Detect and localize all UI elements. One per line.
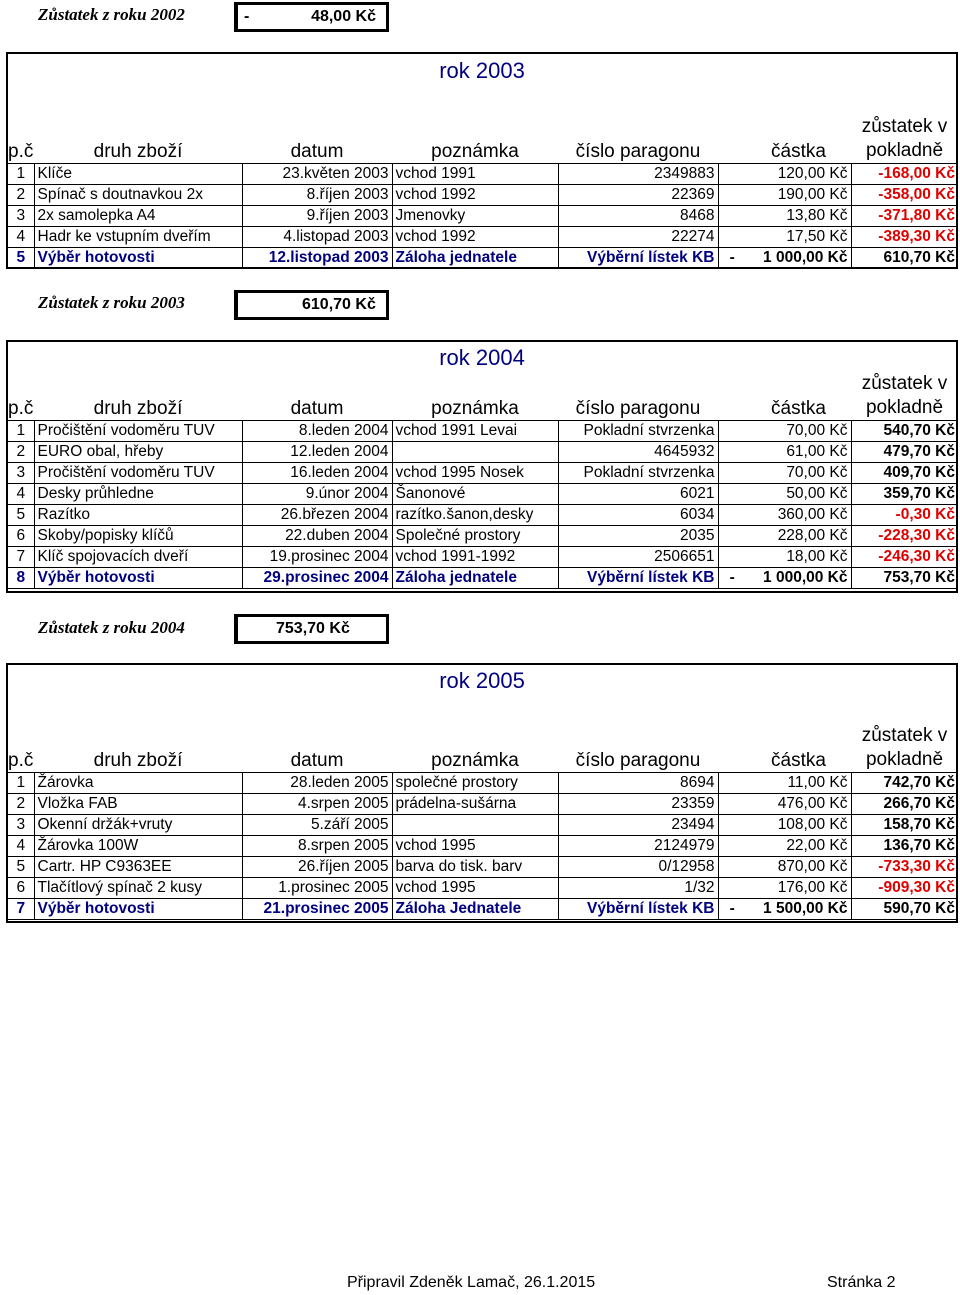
row-balance: -909,30 Kč [851,877,958,898]
row-note: Společné prostory [392,525,558,546]
row-sign [718,226,746,247]
row-item: Cartr. HP C9363EE [34,856,242,877]
section-title: rok 2004 [439,345,525,370]
summary-2003-value: 610,70 Kč [302,296,376,313]
header-balance-line-1: zůstatek v [861,724,948,746]
header-num: p.č [8,691,34,772]
header-balance-line-2: pokladně [865,396,944,418]
row-balance: -389,30 Kč [851,226,958,247]
header-date: datum [242,691,392,772]
summary-2002-sign: - [244,8,250,25]
row-item: Žárovka [34,772,242,793]
header-balance-line-2: pokladně [865,139,944,161]
row-balance: -371,80 Kč [851,205,958,226]
row-number: 5 [8,247,34,268]
row-number: 1 [8,772,34,793]
row-number: 3 [8,462,34,483]
row-item: Hadr ke vstupním dveřím [34,226,242,247]
row-item: Spínač s doutnavkou 2x [34,184,242,205]
header-note: poznámka [392,368,558,420]
header-receipt: číslo paragonu [558,691,718,772]
row-item: Klíče [34,163,242,184]
row-number: 1 [8,420,34,441]
section-title: rok 2003 [439,58,525,83]
row-note: Záloha Jednatele [392,898,558,919]
header-note: poznámka [392,691,558,772]
table-row [8,163,958,184]
row-balance: 136,70 Kč [851,835,958,856]
row-number: 4 [8,226,34,247]
ledger-table-0 [8,80,958,269]
header-amount: částka [746,691,851,772]
row-number: 2 [8,441,34,462]
table-row [8,226,958,247]
row-number: 5 [8,856,34,877]
table-row [8,793,958,814]
row-receipt: Pokladní stvrzenka [558,420,718,441]
row-receipt: 8468 [558,205,718,226]
row-receipt: 6021 [558,483,718,504]
row-date: 19.prosinec 2004 [242,546,392,567]
table-row [8,546,958,567]
row-item: Razítko [34,504,242,525]
row-sign [718,546,746,567]
row-sign [718,525,746,546]
header-receipt: číslo paragonu [558,80,718,163]
row-amount: 108,00 Kč [746,814,851,835]
row-number: 2 [8,793,34,814]
table-row [8,814,958,835]
row-receipt: 23494 [558,814,718,835]
table-row [8,898,958,919]
row-balance: -358,00 Kč [851,184,958,205]
row-number: 2 [8,184,34,205]
row-balance: 753,70 Kč [851,567,958,588]
row-receipt: 6034 [558,504,718,525]
row-receipt: 22274 [558,226,718,247]
row-number: 4 [8,835,34,856]
row-sign [718,462,746,483]
row-note: vchod 1995 [392,877,558,898]
row-number: 3 [8,814,34,835]
row-date: 9.říjen 2003 [242,205,392,226]
row-note: Záloha jednatele [392,567,558,588]
row-receipt: 2349883 [558,163,718,184]
row-balance: 590,70 Kč [851,898,958,919]
row-note: vchod 1992 [392,226,558,247]
row-date: 4.listopad 2003 [242,226,392,247]
row-date: 26.říjen 2005 [242,856,392,877]
row-sign [718,793,746,814]
row-date: 8.říjen 2003 [242,184,392,205]
row-balance: -733,30 Kč [851,856,958,877]
row-date: 22.duben 2004 [242,525,392,546]
row-item: Vložka FAB [34,793,242,814]
row-number: 6 [8,877,34,898]
row-note: vchod 1991-1992 [392,546,558,567]
row-note: Šanonové [392,483,558,504]
summary-2003-box [234,290,389,320]
row-balance: 610,70 Kč [851,247,958,268]
row-amount: 176,00 Kč [746,877,851,898]
row-date: 8.leden 2004 [242,420,392,441]
table-row [8,525,958,546]
row-sign [718,420,746,441]
row-note: společné prostory [392,772,558,793]
row-amount: 70,00 Kč [746,420,851,441]
row-receipt: 23359 [558,793,718,814]
header-balance-line-2: pokladně [865,748,944,770]
row-amount: 11,00 Kč [746,772,851,793]
header-date: datum [242,80,392,163]
row-date: 12.leden 2004 [242,441,392,462]
summary-2004-value: 753,70 Kč [276,620,350,637]
header-balance [851,368,958,420]
row-note: vchod 1992 [392,184,558,205]
row-amount: 50,00 Kč [746,483,851,504]
header-num: p.č [8,368,34,420]
row-balance: -168,00 Kč [851,163,958,184]
section-title: rok 2005 [439,668,525,693]
ledger-table-2 [8,691,958,920]
row-date: 16.leden 2004 [242,462,392,483]
header-amount: částka [746,80,851,163]
summary-2004-label: Zůstatek z roku 2004 [38,618,185,637]
row-receipt: 2124979 [558,835,718,856]
row-receipt: 2506651 [558,546,718,567]
row-date: 12.listopad 2003 [242,247,392,268]
ledger-table-1 [8,368,958,589]
table-header-row [8,80,958,163]
table-row [8,441,958,462]
row-date: 1.prosinec 2005 [242,877,392,898]
row-note: vchod 1995 Nosek [392,462,558,483]
row-amount: 70,00 Kč [746,462,851,483]
row-sign [718,163,746,184]
row-balance: 266,70 Kč [851,793,958,814]
summary-2002-box [234,2,389,32]
row-note: vchod 1995 [392,835,558,856]
table-row [8,462,958,483]
row-balance: 742,70 Kč [851,772,958,793]
row-balance: 479,70 Kč [851,441,958,462]
table-row [8,835,958,856]
row-note: vchod 1991 Levai [392,420,558,441]
row-sign [718,504,746,525]
row-item: EURO obal, hřeby [34,441,242,462]
header-num: p.č [8,80,34,163]
row-amount: 1 000,00 Kč [746,567,851,588]
row-receipt: 8694 [558,772,718,793]
row-number: 7 [8,898,34,919]
row-item: Pročištění vodoměru TUV [34,420,242,441]
header-amount: částka [746,368,851,420]
row-amount: 360,00 Kč [746,504,851,525]
summary-2002-label: Zůstatek z roku 2002 [38,5,185,24]
row-number: 4 [8,483,34,504]
row-amount: 1 000,00 Kč [746,247,851,268]
row-balance: 540,70 Kč [851,420,958,441]
footer-page-number: Stránka 2 [827,1274,896,1291]
row-sign [718,483,746,504]
row-item: Skoby/popisky klíčů [34,525,242,546]
row-receipt: 1/32 [558,877,718,898]
table-row [8,247,958,268]
row-date: 9.únor 2004 [242,483,392,504]
row-sign [718,772,746,793]
row-balance: 359,70 Kč [851,483,958,504]
row-receipt: 4645932 [558,441,718,462]
row-balance: 158,70 Kč [851,814,958,835]
row-item: Žárovka 100W [34,835,242,856]
row-note [392,441,558,462]
summary-2002-value: 48,00 Kč [311,8,376,25]
header-balance-line-1: zůstatek v [861,115,948,137]
row-note: razítko.šanon,desky [392,504,558,525]
row-note [392,814,558,835]
row-note: Záloha jednatele [392,247,558,268]
row-balance: -0,30 Kč [851,504,958,525]
row-item: 2x samolepka A4 [34,205,242,226]
row-date: 29.prosinec 2004 [242,567,392,588]
row-amount: 17,50 Kč [746,226,851,247]
row-item: Okenní držák+vruty [34,814,242,835]
row-balance: 409,70 Kč [851,462,958,483]
row-number: 8 [8,567,34,588]
table-row [8,877,958,898]
row-date: 26.březen 2004 [242,504,392,525]
row-receipt: Pokladní stvrzenka [558,462,718,483]
table-row [8,205,958,226]
row-number: 5 [8,504,34,525]
header-item: druh zboží [34,368,242,420]
table-row [8,483,958,504]
row-receipt: Výběrní lístek KB [558,567,718,588]
row-sign: - [718,567,746,588]
row-number: 1 [8,163,34,184]
row-amount: 61,00 Kč [746,441,851,462]
row-receipt: Výběrní lístek KB [558,247,718,268]
row-amount: 228,00 Kč [746,525,851,546]
table-row [8,772,958,793]
row-sign [718,856,746,877]
row-item: Pročištění vodoměru TUV [34,462,242,483]
row-receipt: 0/12958 [558,856,718,877]
header-item: druh zboží [34,80,242,163]
row-number: 3 [8,205,34,226]
row-sign [718,184,746,205]
row-item: Výběr hotovosti [34,567,242,588]
row-note: barva do tisk. barv [392,856,558,877]
row-item: Výběr hotovosti [34,247,242,268]
row-balance: -228,30 Kč [851,525,958,546]
row-amount: 18,00 Kč [746,546,851,567]
row-sign [718,877,746,898]
row-date: 4.srpen 2005 [242,793,392,814]
row-amount: 22,00 Kč [746,835,851,856]
row-date: 8.srpen 2005 [242,835,392,856]
row-amount: 120,00 Kč [746,163,851,184]
table-header-row [8,368,958,420]
header-receipt: číslo paragonu [558,368,718,420]
row-amount: 190,00 Kč [746,184,851,205]
row-amount: 1 500,00 Kč [746,898,851,919]
row-sign [718,835,746,856]
row-balance: -246,30 Kč [851,546,958,567]
row-sign: - [718,898,746,919]
table-row [8,856,958,877]
header-date: datum [242,368,392,420]
row-note: Jmenovky [392,205,558,226]
row-item: Výběr hotovosti [34,898,242,919]
summary-2003-label: Zůstatek z roku 2003 [38,293,185,312]
table-row [8,504,958,525]
header-balance-line-1: zůstatek v [861,372,948,394]
header-item: druh zboží [34,691,242,772]
row-date: 5.září 2005 [242,814,392,835]
header-balance [851,691,958,772]
row-receipt: 22369 [558,184,718,205]
row-amount: 13,80 Kč [746,205,851,226]
footer-prepared: Připravil Zdeněk Lamač, 26.1.2015 [347,1274,596,1291]
row-sign [718,814,746,835]
row-amount: 870,00 Kč [746,856,851,877]
row-item: Tlačítlový spínač 2 kusy [34,877,242,898]
table-row [8,184,958,205]
row-receipt: Výběrní lístek KB [558,898,718,919]
row-note: vchod 1991 [392,163,558,184]
row-number: 7 [8,546,34,567]
header-balance [851,80,958,163]
header-note: poznámka [392,80,558,163]
row-receipt: 2035 [558,525,718,546]
row-sign [718,441,746,462]
row-sign [718,205,746,226]
table-row [8,567,958,588]
row-number: 6 [8,525,34,546]
row-item: Klíč spojovacích dveří [34,546,242,567]
row-amount: 476,00 Kč [746,793,851,814]
row-date: 28.leden 2005 [242,772,392,793]
summary-2004-box [234,614,389,644]
row-date: 21.prosinec 2005 [242,898,392,919]
row-item: Desky průhledne [34,483,242,504]
row-date: 23.květen 2003 [242,163,392,184]
table-row [8,420,958,441]
row-sign: - [718,247,746,268]
row-note: prádelna-sušárna [392,793,558,814]
table-header-row [8,691,958,772]
